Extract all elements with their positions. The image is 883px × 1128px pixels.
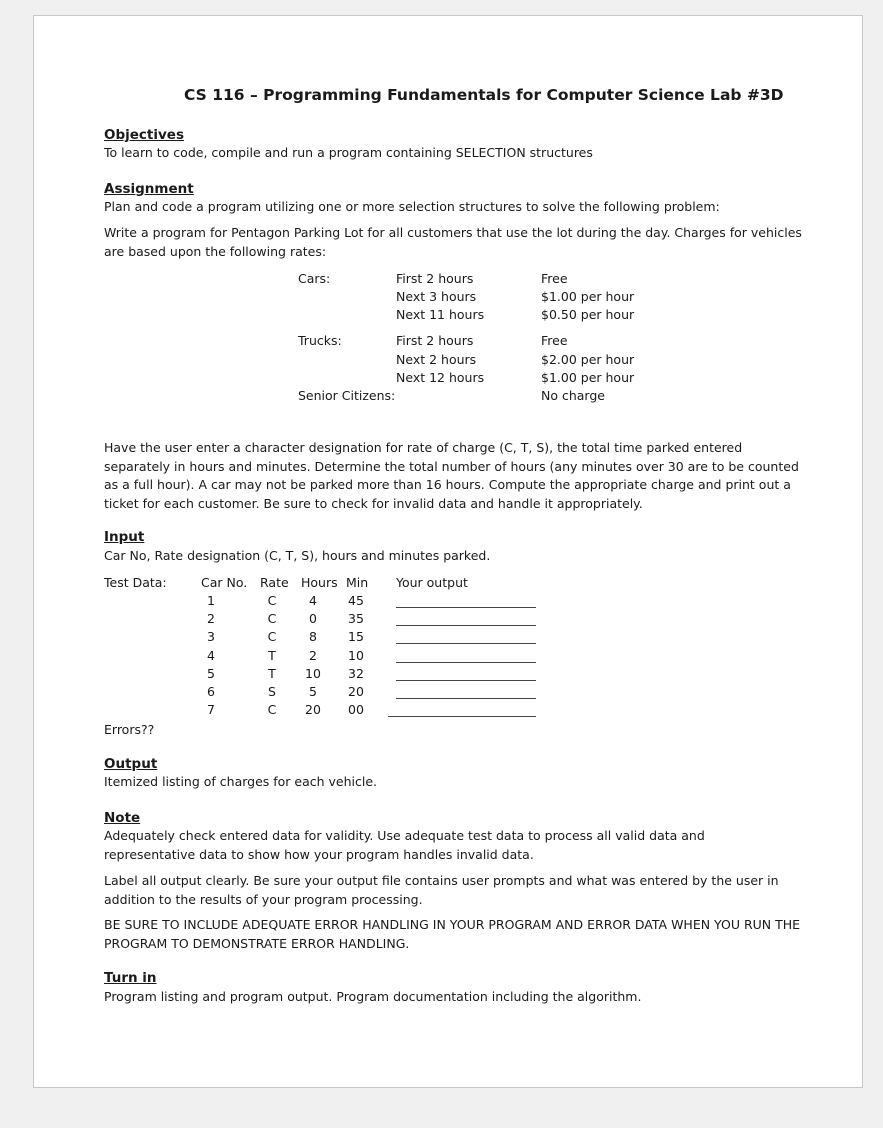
your-output-blank bbox=[396, 680, 536, 681]
test-row-min: 32 bbox=[348, 665, 364, 681]
your-output-blank bbox=[396, 698, 536, 699]
objectives-heading: Objectives bbox=[104, 127, 184, 143]
senior-charge: No charge bbox=[541, 388, 605, 403]
test-row-rate: C bbox=[267, 593, 277, 608]
test-row-car-no: 3 bbox=[207, 629, 215, 645]
test-row-min: 10 bbox=[348, 647, 364, 663]
test-row-min: 45 bbox=[348, 593, 364, 608]
test-row-hours: 0 bbox=[309, 611, 317, 627]
input-text: Car No, Rate designation (C, T, S), hours and minutes parked. bbox=[104, 548, 491, 563]
note-heading: Note bbox=[104, 810, 141, 826]
trucks-period-2: Next 2 hours bbox=[396, 352, 477, 367]
output-heading: Output bbox=[104, 756, 158, 772]
test-row-min: 15 bbox=[348, 629, 364, 645]
header-your-output: Your output bbox=[396, 575, 468, 590]
test-row-car-no: 2 bbox=[207, 611, 215, 627]
test-row-hours: 20 bbox=[305, 702, 321, 718]
page-title: CS 116 – Programming Fundamentals for Computer Science Lab #3D bbox=[184, 86, 784, 104]
header-hours: Hours bbox=[301, 575, 338, 590]
document-page bbox=[33, 15, 863, 1088]
test-row-hours: 8 bbox=[309, 629, 317, 645]
cars-period-2: Next 3 hours bbox=[396, 289, 477, 304]
test-row-hours: 10 bbox=[305, 665, 321, 681]
assignment-line1: Plan and code a program utilizing one or more selection structures to solve the following problem: bbox=[104, 199, 720, 214]
turnin-text: Program listing and program output. Program documentation including the algorithm. bbox=[104, 989, 642, 1004]
test-row-rate: S bbox=[268, 684, 276, 699]
output-text: Itemized listing of charges for each vehicle. bbox=[104, 774, 378, 789]
cars-charge-2: $1.00 per hour bbox=[541, 289, 635, 304]
input-heading: Input bbox=[104, 529, 145, 545]
test-row-car-no: 4 bbox=[207, 647, 215, 663]
test-row-car-no: 7 bbox=[207, 702, 215, 718]
assignment-heading: Assignment bbox=[104, 181, 194, 197]
your-output-blank bbox=[396, 643, 536, 644]
test-row-hours: 2 bbox=[309, 647, 317, 663]
cars-charge-1: Free bbox=[541, 271, 568, 286]
instructions-paragraph: Have the user enter a character designation for rate of charge (C, T, S), the total time parked entered separately in hours and minutes. Determine the total number of hours (any minutes over 30 are to be counted as a full hour). A car may not be parked more than 16 hours. Compute the appropriate charge and print out a ticket for each customer. Be sure to check for invalid data and handle it appropriately. bbox=[104, 440, 799, 511]
trucks-charge-2: $2.00 per hour bbox=[541, 352, 635, 367]
test-row-rate: C bbox=[267, 702, 277, 718]
test-row-car-no: 5 bbox=[207, 665, 215, 681]
test-row-min: 00 bbox=[348, 702, 364, 718]
your-output-blank bbox=[396, 625, 536, 626]
your-output-blank bbox=[396, 662, 536, 663]
turnin-heading: Turn in bbox=[104, 970, 157, 986]
trucks-label: Trucks: bbox=[298, 333, 342, 348]
your-output-blank bbox=[388, 716, 536, 717]
objectives-text: To learn to code, compile and run a program containing SELECTION structures bbox=[104, 145, 593, 160]
note-paragraph-2: Label all output clearly. Be sure your output file contains user prompts and what was entered by the user in addition to the results of your program processing. bbox=[104, 873, 779, 907]
test-row-rate: C bbox=[267, 611, 277, 627]
note-paragraph-1: Adequately check entered data for validity. Use adequate test data to process all valid data and representative data to show how your program handles invalid data. bbox=[104, 828, 705, 862]
test-row-min: 35 bbox=[348, 611, 364, 627]
header-car-no: Car No. bbox=[201, 575, 248, 590]
note-paragraph-3: BE SURE TO INCLUDE ADEQUATE ERROR HANDLING IN YOUR PROGRAM AND ERROR DATA WHEN YOU RUN THE PROGRAM TO DEMONSTRATE ERROR HANDLING. bbox=[104, 917, 801, 951]
test-row-car-no: 6 bbox=[207, 684, 215, 699]
header-rate: Rate bbox=[260, 575, 289, 590]
trucks-period-1: First 2 hours bbox=[396, 333, 474, 348]
test-row-hours: 4 bbox=[309, 593, 317, 608]
test-row-min: 20 bbox=[348, 684, 364, 699]
cars-period-3: Next 11 hours bbox=[396, 307, 485, 322]
header-min: Min bbox=[346, 575, 369, 590]
test-row-rate: T bbox=[268, 665, 276, 681]
cars-label: Cars: bbox=[298, 271, 331, 286]
cars-charge-3: $0.50 per hour bbox=[541, 307, 635, 322]
test-row-rate: C bbox=[267, 629, 277, 645]
test-row-car-no: 1 bbox=[207, 593, 215, 608]
assignment-line2: Write a program for Pentagon Parking Lot for all customers that use the lot during the day. Charges for vehicles are based upon the following rates: bbox=[104, 225, 802, 259]
errors-label: Errors?? bbox=[104, 722, 155, 737]
cars-period-1: First 2 hours bbox=[396, 271, 474, 286]
trucks-charge-3: $1.00 per hour bbox=[541, 370, 635, 385]
senior-label: Senior Citizens: bbox=[298, 388, 396, 403]
your-output-blank bbox=[396, 607, 536, 608]
test-row-rate: T bbox=[268, 647, 276, 663]
trucks-charge-1: Free bbox=[541, 333, 568, 348]
test-row-hours: 5 bbox=[309, 684, 317, 699]
trucks-period-3: Next 12 hours bbox=[396, 370, 485, 385]
test-data-label: Test Data: bbox=[104, 575, 167, 590]
